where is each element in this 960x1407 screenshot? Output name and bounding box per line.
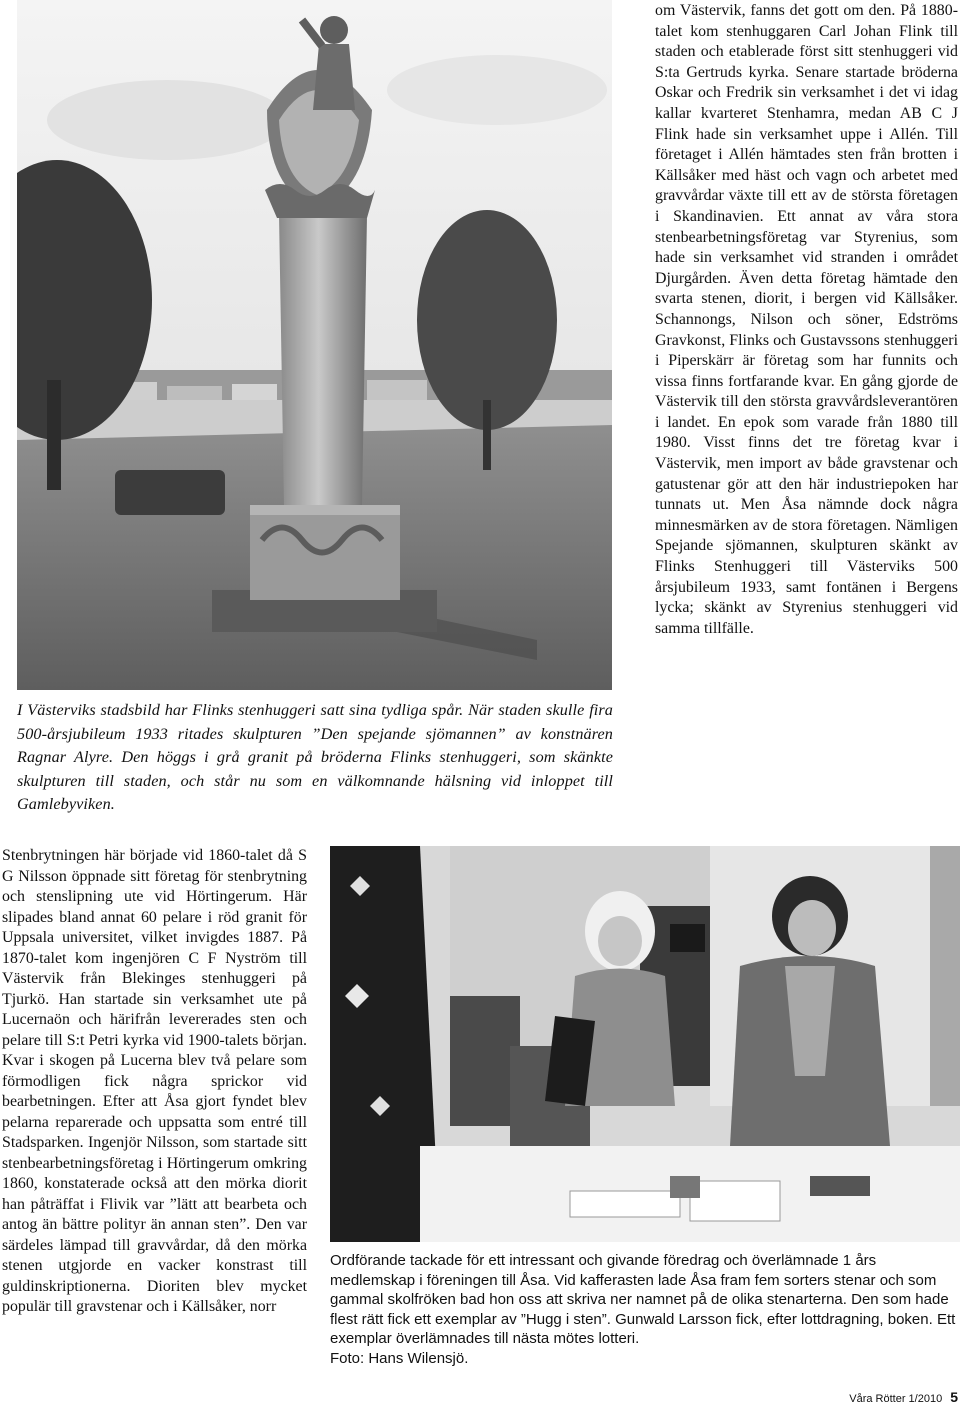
meeting-caption (330, 1251, 958, 1369)
statue-caption (17, 699, 613, 817)
meeting-caption-text: Ordförande tackade för ett intressant och givande föredrag och överlämnade 1 års medlemskap i föreningen till Åsa. Vid kafferasten lade Åsa fram fem sorters stenar och som gammal skolfröken bad hon oss att skriva ner namnet på de olika stenarterna. Den som hade flest rätt fick ett exemplar av ”Hugg i sten”. Gunwald Larsson fick, efter lottdragning, boken. Ett exemplar överlämnades till nästa mötes lotteri. (330, 1252, 956, 1348)
page-number: 5 (950, 1389, 958, 1405)
publication-name: Våra Rötter 1/2010 (849, 1393, 943, 1405)
meeting-photo (330, 846, 960, 1242)
page-footer (849, 1390, 958, 1406)
left-column-text: Stenbrytningen här började vid 1860-talet då S G Nilsson öppnade sitt företag för stenbrytning och stenslipning ute vid Hörtingerum. Här slipades bland annat 60 pelare i röd granit för Uppsala universitet, vilket invigdes 1887. På 1870-talet kom ingenjören C F Nyström till Västervik från Blekinges stenhuggeri på Tjurkö. Han startade sin verksamhet ute på Lucernaön och härifrån levererades sten och pelare till S:t Petri kyrka vid 1900-talets början. Kvar i skogen på Lucerna blev två pelare som förmodligen fick några sprickor vid bearbetningen. Efter att Åsa gjort fyndet blev pelarna reparerade och uppsatta som entré till Stadsparken. Ingenjör Nilsson, som startade sitt stenbearbetningsföretag i Hörtingerum omkring 1860, konstaterade också att den mörka diorit han påträffat i Flivik var ”lätt att bearbeta och antog än bättre polityr än annan sten”. Den var särdeles lämpad till gravvårdar, då den mörka stenen utgjorde en vacker konstrast till guldinskriptionerna. Dioriten blev mycket populär till gravstenar och i Källsåker, norr (2, 847, 307, 1315)
statue-photo-graphic (17, 0, 612, 690)
right-column-article (655, 1, 958, 639)
right-column-text: om Västervik, fanns det gott om den. På 1880-talet kom stenhuggaren Carl Johan Flink till staden och etablerade först sitt stenhuggeri vid S:ta Gertruds kyrka. Senare startade bröderna Oskar och Fredrik sin verksamhet i det vi idag kallar kvarteret Stenhamra, medan AB C J Flink hade sin verksamhet uppe i Allén. Till företaget i Allén hämtades sten från brotten i Källsåker med häst och vagn och arbetet med gravvårdar växte till ett av de största företagen i Skandinavien. Ett annat av våra stora stenbearbetningsföretag var Styrenius, som hade sin verksamhet vid stranden i området Djurgården. Även detta företag hämtade den svarta stenen, diorit, i bergen vid Källsåker. Schannongs, Nilson och söner, Edströms Gravkonst, Flinks och Gustavssons stenhuggeri i Piperskärr är företag som har funnits och vissa finns fortfarande kvar. En gång gjorde de Västervik till den största gravvårdsleverantören i landet. En epok som varade från 1880 till 1980. Visst finns det tre företag kvar i Västervik, men import av både gravstenar och gatustenar gör att den här industriepoken har tunnats ut. Men Åsa nämnde dock några minnesmärken av de stora företagen. Nämligen Spejande sjömannen, skulpturen skänkt av Flinks Stenhuggeri till Västerviks 500 årsjubileum 1933, samt fontänen i Bergens lycka; skänkt av Styrenius stenhuggeri vid samma tillfälle. (655, 2, 958, 637)
statue-caption-text: I Västerviks stadsbild har Flinks stenhuggeri satt sina tydliga spår. När staden skulle fira 500-årsjubileum 1933 ritades skulpturen ”Den spejande sjömannen” av konstnären Ragnar Alyre. Den höggs i grå granit på bröderna Flinks stenhuggeri, som skänkte skulpturen till staden, och står nu som en välkomnande hälsning vid inloppet till Gamlebyviken. (17, 701, 613, 813)
left-column-article (2, 846, 307, 1318)
meeting-photo-graphic (330, 846, 960, 1242)
photo-credit: Foto: Hans Wilensjö. (330, 1349, 469, 1367)
statue-photo (17, 0, 612, 690)
